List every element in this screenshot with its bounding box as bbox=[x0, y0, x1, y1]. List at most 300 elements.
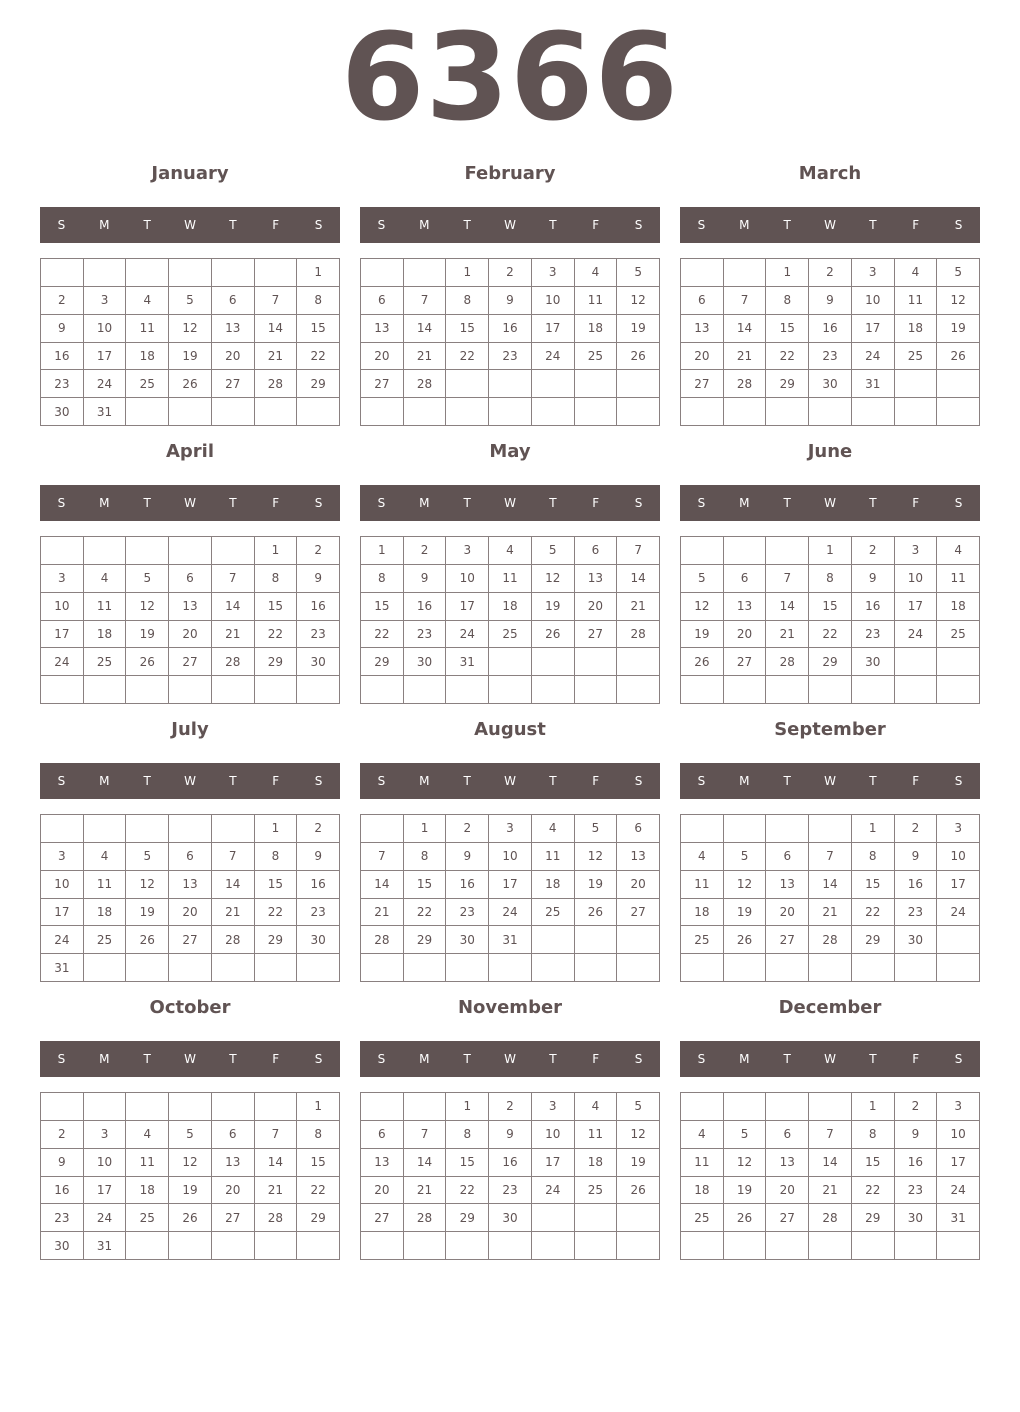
weekday-label: M bbox=[419, 218, 430, 232]
empty-day-cell bbox=[489, 370, 532, 398]
day-cell: 12 bbox=[681, 593, 724, 621]
day-cell: 13 bbox=[766, 871, 809, 899]
day-cell: 24 bbox=[84, 370, 127, 398]
day-cell: 1 bbox=[809, 537, 852, 565]
empty-day-cell bbox=[361, 1232, 404, 1260]
day-cell: 20 bbox=[361, 1177, 404, 1205]
day-cell: 23 bbox=[895, 899, 938, 927]
day-cell: 3 bbox=[41, 843, 84, 871]
weekday-label: T bbox=[783, 774, 791, 788]
empty-day-cell bbox=[84, 259, 127, 287]
day-cell: 5 bbox=[575, 815, 618, 843]
day-cell: 9 bbox=[297, 843, 340, 871]
day-cell: 9 bbox=[852, 565, 895, 593]
weekday-label: T bbox=[463, 1052, 471, 1066]
weekday-label: T bbox=[463, 496, 471, 510]
day-cell: 27 bbox=[169, 648, 212, 676]
empty-day-cell bbox=[255, 1232, 298, 1260]
day-cell: 16 bbox=[852, 593, 895, 621]
day-cell: 25 bbox=[575, 1177, 618, 1205]
day-cell: 23 bbox=[404, 621, 447, 649]
day-cell: 21 bbox=[809, 899, 852, 927]
day-cell: 1 bbox=[852, 815, 895, 843]
weekday-label: T bbox=[229, 1052, 237, 1066]
day-cell: 1 bbox=[297, 259, 340, 287]
day-cell: 4 bbox=[575, 259, 618, 287]
weekday-header bbox=[360, 1041, 660, 1077]
day-cell: 1 bbox=[766, 259, 809, 287]
empty-day-cell bbox=[724, 1093, 767, 1121]
empty-day-cell bbox=[575, 648, 618, 676]
day-cell: 31 bbox=[84, 398, 127, 426]
day-cell: 19 bbox=[724, 899, 767, 927]
day-cell: 24 bbox=[895, 621, 938, 649]
weekday-label: S bbox=[377, 218, 386, 232]
empty-day-cell bbox=[532, 676, 575, 704]
day-cell: 4 bbox=[532, 815, 575, 843]
day-cell: 26 bbox=[681, 648, 724, 676]
day-cell: 5 bbox=[169, 287, 212, 315]
day-grid bbox=[40, 814, 340, 982]
empty-day-cell bbox=[724, 537, 767, 565]
day-cell: 16 bbox=[297, 593, 340, 621]
weekday-label: S bbox=[57, 1052, 66, 1066]
empty-day-cell bbox=[169, 1232, 212, 1260]
day-cell: 22 bbox=[446, 1177, 489, 1205]
day-cell: 3 bbox=[937, 1093, 980, 1121]
empty-day-cell bbox=[766, 676, 809, 704]
day-cell: 9 bbox=[895, 843, 938, 871]
weekday-label: S bbox=[697, 1052, 706, 1066]
day-cell: 21 bbox=[404, 1177, 447, 1205]
weekday-label: W bbox=[184, 774, 196, 788]
weekday-label: T bbox=[549, 774, 557, 788]
day-cell: 28 bbox=[617, 621, 660, 649]
day-cell: 8 bbox=[255, 565, 298, 593]
empty-day-cell bbox=[766, 815, 809, 843]
empty-day-cell bbox=[617, 954, 660, 982]
day-cell: 4 bbox=[681, 843, 724, 871]
day-cell: 17 bbox=[852, 315, 895, 343]
day-cell: 31 bbox=[489, 926, 532, 954]
day-cell: 20 bbox=[766, 899, 809, 927]
day-cell: 13 bbox=[212, 315, 255, 343]
weekday-label: M bbox=[739, 496, 750, 510]
day-cell: 8 bbox=[766, 287, 809, 315]
day-cell: 4 bbox=[895, 259, 938, 287]
empty-day-cell bbox=[84, 954, 127, 982]
day-cell: 20 bbox=[617, 871, 660, 899]
empty-day-cell bbox=[212, 954, 255, 982]
day-cell: 21 bbox=[212, 899, 255, 927]
day-cell: 21 bbox=[212, 621, 255, 649]
day-cell: 22 bbox=[297, 343, 340, 371]
empty-day-cell bbox=[84, 1093, 127, 1121]
day-cell: 26 bbox=[937, 343, 980, 371]
weekday-label: S bbox=[314, 774, 323, 788]
day-cell: 7 bbox=[212, 565, 255, 593]
day-cell: 25 bbox=[937, 621, 980, 649]
day-cell: 24 bbox=[937, 1177, 980, 1205]
day-cell: 2 bbox=[404, 537, 447, 565]
day-grid bbox=[360, 536, 660, 704]
empty-day-cell bbox=[895, 648, 938, 676]
day-cell: 22 bbox=[766, 343, 809, 371]
day-cell: 14 bbox=[404, 315, 447, 343]
weekday-header bbox=[360, 763, 660, 799]
day-cell: 7 bbox=[361, 843, 404, 871]
day-cell: 6 bbox=[212, 1121, 255, 1149]
empty-day-cell bbox=[766, 398, 809, 426]
day-cell: 2 bbox=[809, 259, 852, 287]
empty-day-cell bbox=[681, 259, 724, 287]
day-cell: 16 bbox=[489, 1149, 532, 1177]
day-cell: 15 bbox=[852, 871, 895, 899]
day-cell: 14 bbox=[766, 593, 809, 621]
weekday-label: S bbox=[697, 774, 706, 788]
day-cell: 16 bbox=[895, 871, 938, 899]
empty-day-cell bbox=[489, 648, 532, 676]
day-cell: 15 bbox=[809, 593, 852, 621]
empty-day-cell bbox=[575, 370, 618, 398]
weekday-label: S bbox=[634, 1052, 643, 1066]
empty-day-cell bbox=[575, 398, 618, 426]
day-cell: 3 bbox=[489, 815, 532, 843]
day-cell: 9 bbox=[895, 1121, 938, 1149]
day-cell: 18 bbox=[84, 899, 127, 927]
day-cell: 1 bbox=[361, 537, 404, 565]
day-cell: 26 bbox=[126, 926, 169, 954]
day-cell: 22 bbox=[404, 899, 447, 927]
day-cell: 25 bbox=[126, 370, 169, 398]
day-cell: 20 bbox=[212, 1177, 255, 1205]
empty-day-cell bbox=[681, 815, 724, 843]
day-cell: 6 bbox=[617, 815, 660, 843]
empty-day-cell bbox=[126, 815, 169, 843]
day-cell: 24 bbox=[937, 899, 980, 927]
day-cell: 19 bbox=[169, 343, 212, 371]
day-cell: 24 bbox=[532, 343, 575, 371]
weekday-label: M bbox=[99, 496, 110, 510]
month-name: April bbox=[165, 441, 215, 462]
day-cell: 26 bbox=[724, 1204, 767, 1232]
weekday-label: S bbox=[634, 496, 643, 510]
day-cell: 23 bbox=[489, 1177, 532, 1205]
empty-day-cell bbox=[361, 676, 404, 704]
day-grid bbox=[40, 536, 340, 704]
year-title: 6366 bbox=[341, 9, 679, 148]
weekday-label: T bbox=[869, 1052, 877, 1066]
day-cell: 10 bbox=[84, 1149, 127, 1177]
empty-day-cell bbox=[575, 1232, 618, 1260]
empty-day-cell bbox=[724, 398, 767, 426]
day-cell: 19 bbox=[681, 621, 724, 649]
day-cell: 5 bbox=[681, 565, 724, 593]
weekday-label: F bbox=[912, 1052, 920, 1066]
empty-day-cell bbox=[446, 676, 489, 704]
empty-day-cell bbox=[809, 815, 852, 843]
day-cell: 16 bbox=[446, 871, 489, 899]
day-cell: 12 bbox=[532, 565, 575, 593]
day-cell: 17 bbox=[937, 871, 980, 899]
day-cell: 1 bbox=[255, 815, 298, 843]
day-cell: 27 bbox=[361, 370, 404, 398]
day-cell: 11 bbox=[575, 287, 618, 315]
day-cell: 11 bbox=[575, 1121, 618, 1149]
day-cell: 10 bbox=[852, 287, 895, 315]
day-cell: 27 bbox=[681, 370, 724, 398]
day-cell: 14 bbox=[212, 871, 255, 899]
empty-day-cell bbox=[212, 1232, 255, 1260]
day-cell: 7 bbox=[404, 287, 447, 315]
day-cell: 28 bbox=[766, 648, 809, 676]
day-cell: 7 bbox=[212, 843, 255, 871]
empty-day-cell bbox=[617, 1232, 660, 1260]
weekday-label: T bbox=[869, 496, 877, 510]
empty-day-cell bbox=[361, 1093, 404, 1121]
empty-day-cell bbox=[169, 815, 212, 843]
weekday-label: M bbox=[419, 496, 430, 510]
day-cell: 28 bbox=[255, 370, 298, 398]
day-grid bbox=[40, 258, 340, 426]
day-cell: 10 bbox=[895, 565, 938, 593]
empty-day-cell bbox=[446, 1232, 489, 1260]
empty-day-cell bbox=[617, 1204, 660, 1232]
day-cell: 9 bbox=[489, 287, 532, 315]
empty-day-cell bbox=[852, 954, 895, 982]
weekday-label: F bbox=[912, 218, 920, 232]
day-cell: 30 bbox=[809, 370, 852, 398]
empty-day-cell bbox=[446, 370, 489, 398]
day-cell: 9 bbox=[41, 1149, 84, 1177]
empty-day-cell bbox=[532, 954, 575, 982]
empty-day-cell bbox=[404, 1232, 447, 1260]
day-cell: 18 bbox=[937, 593, 980, 621]
day-cell: 16 bbox=[809, 315, 852, 343]
day-cell: 13 bbox=[681, 315, 724, 343]
empty-day-cell bbox=[84, 676, 127, 704]
weekday-label: T bbox=[869, 218, 877, 232]
day-cell: 22 bbox=[361, 621, 404, 649]
weekday-label: W bbox=[824, 218, 836, 232]
day-cell: 22 bbox=[852, 899, 895, 927]
day-cell: 17 bbox=[532, 315, 575, 343]
day-cell: 18 bbox=[126, 343, 169, 371]
empty-day-cell bbox=[361, 954, 404, 982]
day-cell: 8 bbox=[446, 287, 489, 315]
weekday-label: S bbox=[954, 496, 963, 510]
weekday-label: S bbox=[57, 496, 66, 510]
weekday-label: S bbox=[57, 774, 66, 788]
day-cell: 27 bbox=[724, 648, 767, 676]
empty-day-cell bbox=[895, 954, 938, 982]
empty-day-cell bbox=[169, 259, 212, 287]
day-cell: 2 bbox=[489, 1093, 532, 1121]
day-cell: 14 bbox=[361, 871, 404, 899]
day-cell: 23 bbox=[809, 343, 852, 371]
weekday-header bbox=[680, 763, 980, 799]
weekday-label: T bbox=[549, 1052, 557, 1066]
day-cell: 6 bbox=[212, 287, 255, 315]
day-cell: 7 bbox=[255, 287, 298, 315]
empty-day-cell bbox=[852, 398, 895, 426]
day-cell: 19 bbox=[937, 315, 980, 343]
day-cell: 1 bbox=[446, 1093, 489, 1121]
day-cell: 20 bbox=[169, 899, 212, 927]
day-cell: 23 bbox=[41, 370, 84, 398]
day-cell: 8 bbox=[852, 843, 895, 871]
day-cell: 11 bbox=[84, 593, 127, 621]
day-cell: 5 bbox=[937, 259, 980, 287]
empty-day-cell bbox=[489, 676, 532, 704]
empty-day-cell bbox=[212, 398, 255, 426]
day-cell: 5 bbox=[724, 843, 767, 871]
day-cell: 30 bbox=[41, 1232, 84, 1260]
empty-day-cell bbox=[681, 1232, 724, 1260]
day-cell: 25 bbox=[895, 343, 938, 371]
day-cell: 10 bbox=[84, 315, 127, 343]
day-cell: 27 bbox=[575, 621, 618, 649]
empty-day-cell bbox=[617, 370, 660, 398]
day-cell: 15 bbox=[361, 593, 404, 621]
day-cell: 2 bbox=[895, 815, 938, 843]
day-cell: 31 bbox=[84, 1232, 127, 1260]
weekday-label: W bbox=[504, 218, 516, 232]
day-grid bbox=[680, 258, 980, 426]
day-cell: 6 bbox=[361, 287, 404, 315]
empty-day-cell bbox=[126, 954, 169, 982]
day-cell: 26 bbox=[169, 1204, 212, 1232]
weekday-header bbox=[680, 485, 980, 521]
day-cell: 22 bbox=[446, 343, 489, 371]
day-cell: 7 bbox=[404, 1121, 447, 1149]
weekday-header bbox=[360, 207, 660, 243]
month-name: March bbox=[798, 163, 862, 184]
weekday-header bbox=[680, 207, 980, 243]
day-cell: 26 bbox=[724, 926, 767, 954]
weekday-label: T bbox=[783, 218, 791, 232]
weekday-label: F bbox=[272, 1052, 280, 1066]
day-cell: 8 bbox=[852, 1121, 895, 1149]
weekday-header bbox=[40, 763, 340, 799]
day-grid bbox=[360, 814, 660, 982]
day-cell: 22 bbox=[255, 621, 298, 649]
day-cell: 28 bbox=[404, 370, 447, 398]
weekday-label: W bbox=[184, 1052, 196, 1066]
weekday-label: F bbox=[592, 496, 600, 510]
day-cell: 27 bbox=[212, 1204, 255, 1232]
empty-day-cell bbox=[617, 926, 660, 954]
day-cell: 25 bbox=[126, 1204, 169, 1232]
empty-day-cell bbox=[489, 1232, 532, 1260]
day-cell: 9 bbox=[404, 565, 447, 593]
weekday-label: T bbox=[143, 218, 151, 232]
day-cell: 30 bbox=[297, 648, 340, 676]
weekday-header bbox=[680, 1041, 980, 1077]
empty-day-cell bbox=[255, 1093, 298, 1121]
day-cell: 28 bbox=[809, 926, 852, 954]
empty-day-cell bbox=[446, 954, 489, 982]
empty-day-cell bbox=[404, 259, 447, 287]
day-cell: 30 bbox=[297, 926, 340, 954]
empty-day-cell bbox=[361, 398, 404, 426]
empty-day-cell bbox=[41, 815, 84, 843]
empty-day-cell bbox=[41, 1093, 84, 1121]
day-cell: 29 bbox=[255, 648, 298, 676]
day-cell: 3 bbox=[41, 565, 84, 593]
day-cell: 8 bbox=[297, 287, 340, 315]
day-cell: 18 bbox=[895, 315, 938, 343]
day-cell: 10 bbox=[446, 565, 489, 593]
day-cell: 6 bbox=[681, 287, 724, 315]
empty-day-cell bbox=[126, 259, 169, 287]
day-cell: 12 bbox=[617, 1121, 660, 1149]
empty-day-cell bbox=[126, 398, 169, 426]
empty-day-cell bbox=[446, 398, 489, 426]
weekday-label: S bbox=[697, 218, 706, 232]
day-cell: 10 bbox=[937, 1121, 980, 1149]
weekday-label: S bbox=[57, 218, 66, 232]
day-cell: 29 bbox=[809, 648, 852, 676]
day-grid bbox=[360, 258, 660, 426]
empty-day-cell bbox=[937, 398, 980, 426]
day-cell: 6 bbox=[169, 565, 212, 593]
empty-day-cell bbox=[809, 398, 852, 426]
day-cell: 28 bbox=[361, 926, 404, 954]
weekday-label: T bbox=[869, 774, 877, 788]
day-cell: 8 bbox=[255, 843, 298, 871]
empty-day-cell bbox=[617, 648, 660, 676]
empty-day-cell bbox=[212, 537, 255, 565]
empty-day-cell bbox=[126, 676, 169, 704]
weekday-label: F bbox=[592, 1052, 600, 1066]
weekday-label: S bbox=[377, 496, 386, 510]
day-cell: 14 bbox=[404, 1149, 447, 1177]
day-cell: 30 bbox=[895, 926, 938, 954]
weekday-label: M bbox=[739, 1052, 750, 1066]
day-cell: 25 bbox=[681, 1204, 724, 1232]
weekday-label: T bbox=[229, 218, 237, 232]
weekday-label: W bbox=[184, 496, 196, 510]
weekday-label: T bbox=[229, 496, 237, 510]
month-name: July bbox=[171, 719, 209, 740]
empty-day-cell bbox=[404, 954, 447, 982]
day-cell: 19 bbox=[169, 1177, 212, 1205]
day-cell: 20 bbox=[169, 621, 212, 649]
day-cell: 7 bbox=[255, 1121, 298, 1149]
day-grid bbox=[680, 814, 980, 982]
day-cell: 1 bbox=[446, 259, 489, 287]
empty-day-cell bbox=[724, 259, 767, 287]
month-name: October bbox=[149, 997, 231, 1018]
day-cell: 23 bbox=[297, 621, 340, 649]
day-cell: 14 bbox=[809, 871, 852, 899]
empty-day-cell bbox=[766, 537, 809, 565]
day-cell: 11 bbox=[937, 565, 980, 593]
day-cell: 29 bbox=[404, 926, 447, 954]
empty-day-cell bbox=[766, 954, 809, 982]
empty-day-cell bbox=[169, 398, 212, 426]
empty-day-cell bbox=[84, 815, 127, 843]
weekday-label: M bbox=[99, 1052, 110, 1066]
day-cell: 30 bbox=[446, 926, 489, 954]
day-cell: 29 bbox=[446, 1204, 489, 1232]
day-cell: 2 bbox=[446, 815, 489, 843]
day-cell: 14 bbox=[809, 1149, 852, 1177]
empty-day-cell bbox=[681, 398, 724, 426]
day-cell: 23 bbox=[446, 899, 489, 927]
day-cell: 30 bbox=[41, 398, 84, 426]
